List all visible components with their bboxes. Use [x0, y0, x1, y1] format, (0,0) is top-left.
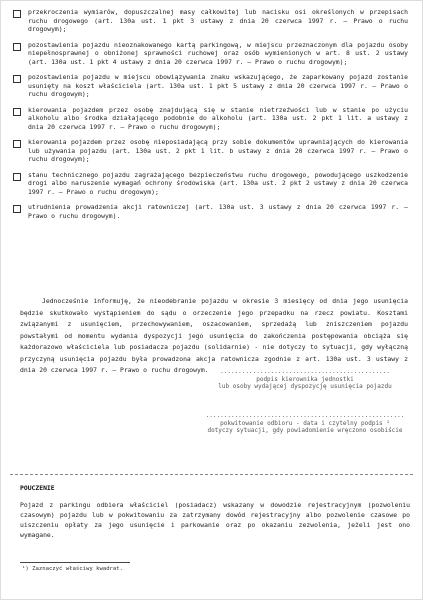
- pouczenie-text: Pojazd z parkingu odbiera właściciel (posiadacz) wskazany w dowodzie rejestracyjnym (pozwoleniu czasowym) pojazdu lub w pokwitowaniu za zatrzymany dowód rejestracyjny albo pozwolenie czasowe po uiszczeniu opłaty za jego usunięcie i parkowanie oraz po okazaniu zezwolenia, jeżeli jest ono wymagane.: [20, 501, 410, 539]
- check-item-text: kierowania pojazdem przez osobę znajdującą się w stanie nietrzeźwości lub w stanie po użyciu alkoholu albo środka działającego podobnie do alkoholu (art. 130a ust. 2 pkt 1 lit. a ustawy z dnia 20 czerwca 1997 r. — Prawo o ruchu drogowym);: [28, 105, 408, 131]
- check-item: [13, 138, 413, 164]
- checkbox[interactable]: [13, 75, 21, 83]
- signature-block-issuer: [205, 368, 405, 391]
- checkbox[interactable]: [13, 173, 21, 181]
- check-item: [13, 171, 413, 197]
- check-item: [13, 106, 413, 132]
- signature-caption: dotyczy sytuacji, gdy powiadomienie wręczono osobiście: [207, 427, 403, 434]
- signature-dotted-line: .......................................................: [205, 412, 405, 419]
- check-item-text: przekroczenia wymiarów, dopuszczalnej masy całkowitej lub nacisku osi określonych w przepisach ruchu drogowego (art. 130a ust. 1 pkt 3 ustawy z dnia 20 czerwca 1997 r. — Prawo o ruchu drogowym);: [28, 8, 408, 33]
- footnote-rule: [20, 562, 130, 563]
- signature-caption: pokwitowanie odbioru - data i czytelny podpis ¹: [220, 419, 390, 427]
- check-item-text: kierowania pojazdem przez osobę nieposiadającą przy sobie dokumentów uprawniających do kierowania lub używania pojazdu (art. 130a ust. 2 pkt 1 lit. b ustawy z dnia 20 czerwca 1997 r. — Prawo o ruchu drogowym);: [28, 138, 408, 163]
- checkbox[interactable]: [13, 108, 21, 116]
- signature-caption: podpis kierownika jednostki: [256, 375, 354, 383]
- check-item: [13, 8, 413, 34]
- signature-dotted-line: ...............................................: [220, 368, 390, 375]
- information-paragraph: Jednocześnie informuję, że nieodebranie pojazdu w okresie 3 miesięcy od dnia jego usunięcia będzie skutkowało wystąpieniem do sądu o orzeczenie jego przepadku na rzecz powiatu. Kosztami związanymi z usunięciem, przechowywaniem, oszacowaniem, sprzedażą lub zniszczeniem pojazdu powstałymi od momentu wydania dyspozycji jego usunięcia do zakończenia postępowania obciąża się każdorazowo właściciela lub posiadacza pojazdu (solidarnie) - nie dotyczy to sytuacji, gdy wyłączną przyczyną usunięcia pojazdu była prowadzona akcja ratownicza zgodnie z art. 130a ust. 3 ustawy z dnia 20 czerwca 1997 r. — Prawo o ruchu drogowym.: [20, 297, 408, 374]
- signature-caption: lub osoby wydającej dyspozycję usunięcia pojazdu: [218, 383, 392, 390]
- check-item: [13, 203, 413, 220]
- reason-checklist: [13, 8, 413, 227]
- checkbox[interactable]: [13, 10, 21, 18]
- check-item-text: utrudnienia prowadzenia akcji ratowniczej (art. 130a ust. 3 ustawy z dnia 20 czerwca 1997 r. — Prawo o ruchu drogowym).: [28, 203, 408, 220]
- checkbox[interactable]: [13, 205, 21, 213]
- section-divider: [10, 474, 413, 475]
- check-item-text: stanu technicznego pojazdu zagrażającego bezpieczeństwu ruchu drogowego, powodującego uszkodzenie drogi albo naruszenie wymagań ochrony środowiska (art. 130a ust. 2 pkt 2 ustawy z dnia 20 czerwca 1997 r. — Prawo o ruchu drogowym);: [28, 170, 408, 196]
- checkbox[interactable]: [13, 43, 21, 51]
- check-item: [13, 73, 413, 99]
- signature-block-receipt: [205, 412, 405, 435]
- checkbox[interactable]: [13, 140, 21, 148]
- check-item-text: pozostawienia pojazdu w miejscu obowiązywania znaku wskazującego, że zaparkowany pojazd zostanie usunięty na koszt właściciela (art. 130a ust. 1 pkt 5 ustawy z dnia 20 czerwca 1997 r. — Prawo o ruchu drogowym);: [28, 73, 408, 98]
- footnote: ¹) Zaznaczyć właściwy kwadrat.: [22, 566, 124, 572]
- check-item-text: pozostawienia pojazdu nieoznakowanego kartą parkingową, w miejscu przeznaczonym dla pojazdu osoby niepełnosprawnej o obniżonej sprawności ruchowej oraz osób wymienionych w art. 8 ust. 2 ustawy (art. 130a ust. 1 pkt 4 ustawy z dnia 20 czerwca 1997 r. — Prawo o ruchu drogowym);: [28, 40, 408, 66]
- check-item: [13, 41, 413, 67]
- pouczenie-title: POUCZENIE: [20, 484, 55, 492]
